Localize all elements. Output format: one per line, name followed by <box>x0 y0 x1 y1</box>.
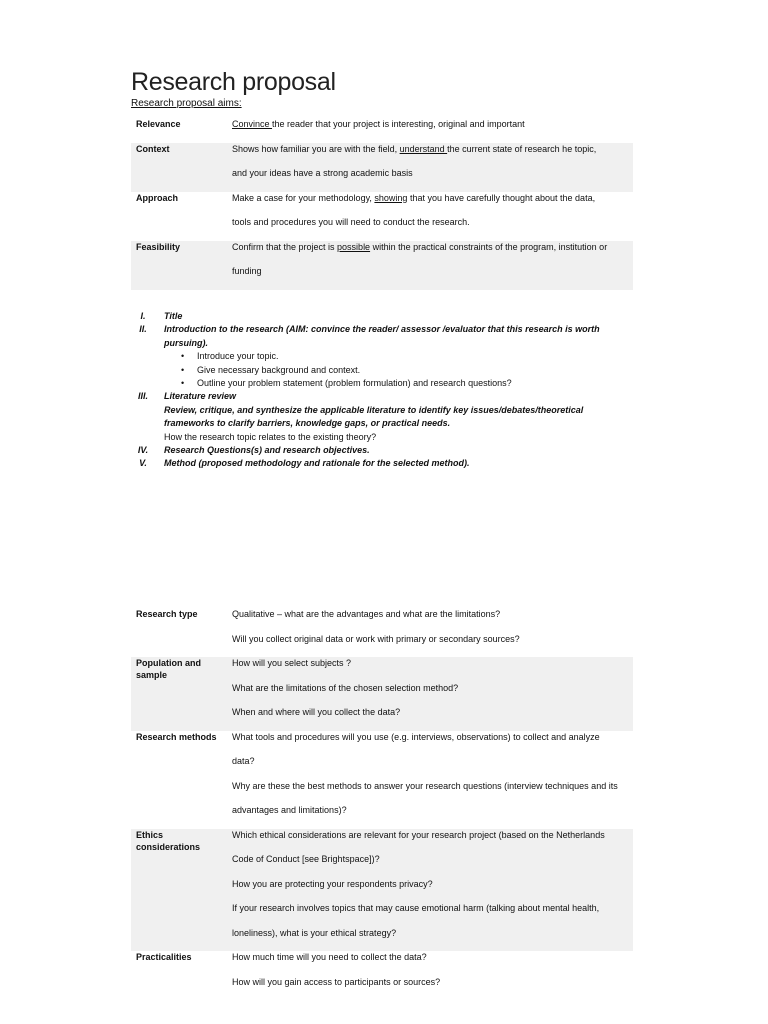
outline-text: Introduction to the research (AIM: convince the reader/ assessor /evaluator that this research is worth pursuing). <box>164 324 600 348</box>
row-line <box>232 241 633 266</box>
line-text: Shows how familiar you are with the field, <box>232 143 400 154</box>
underlined-word: Convince <box>232 119 273 129</box>
row-line <box>232 216 633 241</box>
row-key: Feasibility <box>136 241 181 252</box>
row-key: Ethics considerations <box>136 829 201 852</box>
line-text: and your ideas have a strong academic basis <box>232 168 413 178</box>
line-text: Confirm that the project is <box>232 241 338 252</box>
row-line: Code of Conduct [see Brightspace])? <box>232 854 380 864</box>
row-line: advantages and limitations)? <box>232 805 347 815</box>
outline-detail <box>133 404 633 431</box>
outline-text: Research Questions(s) and research objectives. <box>164 445 370 456</box>
row-line: When and where will you collect the data? <box>232 707 401 717</box>
line-text: the current state of research he topic, <box>447 143 597 154</box>
row-line: How you are protecting your respondents privacy? <box>232 878 433 889</box>
proposal-outline <box>133 310 633 471</box>
row-key: Population and sample <box>136 658 201 680</box>
row-key: Research methods <box>136 731 217 742</box>
underlined-word: understand <box>399 143 448 154</box>
line-text: funding <box>232 266 262 276</box>
row-key: Research type <box>136 609 198 619</box>
row-key: Context <box>136 143 170 154</box>
outline-item <box>133 323 633 350</box>
outline-number: IV. <box>137 445 149 456</box>
bullet-item: • Give necessary background and context. <box>197 364 633 377</box>
row-line: How will you select subjects ? <box>232 658 352 668</box>
table-row <box>131 731 633 829</box>
table-row <box>131 829 633 952</box>
table-row <box>131 657 633 731</box>
row-line <box>232 118 633 143</box>
row-line: Will you collect original data or work with primary or secondary sources? <box>232 633 520 644</box>
outline-item <box>133 310 633 323</box>
outline-item <box>133 390 633 403</box>
aims-heading: Research proposal aims: <box>131 98 242 109</box>
row-line: Which ethical considerations are relevant for your research project (based on the Netherlands <box>232 829 605 840</box>
row-line: If your research involves topics that may cause emotional harm (talking about mental health, <box>232 903 600 913</box>
row-key: Practicalities <box>136 952 192 962</box>
line-text: tools and procedures you will need to conduct the research. <box>232 217 470 227</box>
row-line: Qualitative – what are the advantages and what are the limitations? <box>232 609 501 619</box>
page-title: Research proposal <box>131 68 336 96</box>
line-text: the reader that your project is interesting, original and important <box>272 119 525 129</box>
line-text: Make a case for your methodology, <box>232 192 375 203</box>
methods-table-wrapper <box>131 608 633 1000</box>
row-line: Why are these the best methods to answer your research questions (interview techniques and its <box>232 780 618 791</box>
outline-detail-text: Review, critique, and synthesize the applicable literature to identify key issues/debates/theoretical frameworks to clarify barriers, knowledge gaps, or practical needs. <box>164 404 584 429</box>
outline-text: Title <box>164 311 183 321</box>
underlined-word: possible <box>337 241 371 252</box>
outline-detail <box>133 431 633 444</box>
outline-number: III. <box>137 391 148 402</box>
row-line: data? <box>232 756 255 766</box>
row-line: What are the limitations of the chosen selection method? <box>232 682 459 693</box>
line-text: that you have carefully thought about the data, <box>407 192 596 203</box>
outline-number: II. <box>139 324 147 335</box>
row-key: Approach <box>136 192 179 203</box>
aims-table <box>131 118 633 290</box>
bullet-item: • Outline your problem statement (problem formulation) and research questions? <box>197 377 633 390</box>
outline-text: Method (proposed methodology and rationale for the selected method). <box>164 458 470 469</box>
bullet-item: • Introduce your topic. <box>197 350 633 363</box>
row-line <box>232 265 633 290</box>
row-line: How much time will you need to collect the data? <box>232 952 427 962</box>
outline-item <box>133 444 633 457</box>
table-row <box>131 143 633 192</box>
aims-table-wrapper <box>131 118 633 290</box>
outline-item <box>133 457 633 470</box>
table-row <box>131 951 633 1000</box>
row-line: loneliness), what is your ethical strategy? <box>232 927 397 938</box>
line-text: within the practical constraints of the program, institution or <box>370 241 608 252</box>
row-line: What tools and procedures will you use (e.g. interviews, observations) to collect and analyze <box>232 731 600 742</box>
outline-plain-text: How the research topic relates to the existing theory? <box>164 431 377 442</box>
outline-text: Literature review <box>164 391 237 402</box>
row-line <box>232 143 633 168</box>
row-line <box>232 167 633 192</box>
methods-table <box>131 608 633 1000</box>
table-row <box>131 241 633 290</box>
row-key: Relevance <box>136 119 181 129</box>
underlined-word: showing <box>374 192 408 203</box>
outline-number: V. <box>139 458 147 469</box>
table-row <box>131 118 633 143</box>
row-line <box>232 192 633 217</box>
document-header <box>131 66 634 110</box>
outline-number: I. <box>140 311 146 321</box>
table-row <box>131 608 633 657</box>
table-row <box>131 192 633 241</box>
row-line: How will you gain access to participants or sources? <box>232 976 441 987</box>
